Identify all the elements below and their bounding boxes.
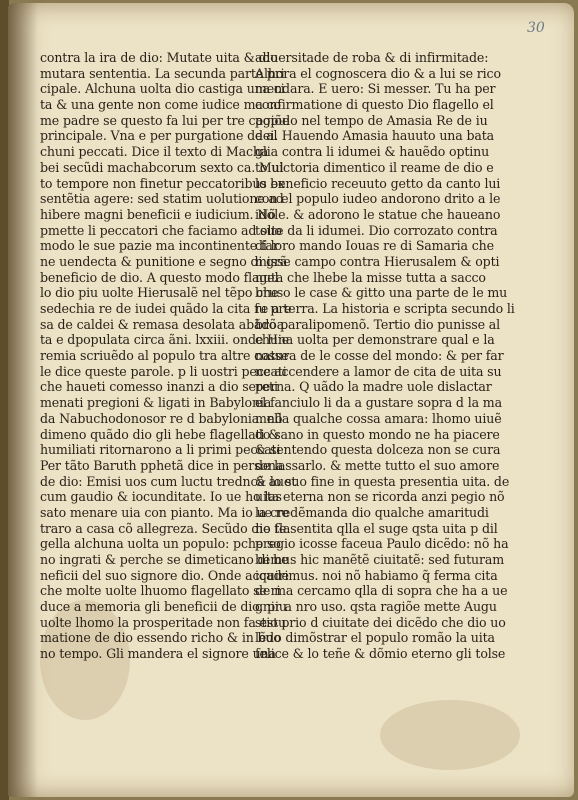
text-line: re a terra. La historia e scripta secundo li <box>255 301 515 316</box>
left-text-column <box>40 50 297 662</box>
text-line: natura de le cosse del mondo: & per far <box>255 348 504 364</box>
text-line: cipale. Alchuna uolta dio castiga una ci <box>40 81 285 97</box>
text-line: misse campo contra Hierusalem & opti <box>255 253 500 269</box>
text-line: bei secũdi machabcorum sexto ca. Mul <box>40 159 284 175</box>
text-line: da Nabuchodonosor re d babylonia. nõ <box>40 410 283 426</box>
text-line: el fanciulo li da a gustare sopra d la ma <box>255 395 502 411</box>
text-line: do sano in questo mondo ne ha piacere <box>255 426 500 442</box>
text-line: chuni peccati. Dice il texto di Macha <box>40 144 269 160</box>
text-line: mendara. E uero: Si messer. Tu ha per <box>255 81 496 97</box>
text-line: cum gaudio & iocunditate. Io ue ho las <box>40 489 282 505</box>
text-line: sato menare uia con pianto. Ma io ue re <box>40 504 289 520</box>
text-line: populo nel tempo de Amasia Re de iu <box>255 112 488 128</box>
text-line: ne uendecta & punitione e segno di grã <box>40 253 288 269</box>
text-line: la credẽmanda dio qualche amaritudi <box>255 504 489 520</box>
text-line: perna. Q uãdo la madre uole dislactar <box>255 379 492 395</box>
text-line: to tempore non finetur peccatoribus ex <box>40 175 285 191</box>
text-line: & sentendo questa dolceza non se cura <box>255 442 501 458</box>
text-line: felice & lo teñe & dõmio eterno gli tolse <box>255 646 506 662</box>
text-line: bemus hic manẽtẽ ciuitatẽ: sed futuram <box>255 552 505 567</box>
text-line: idole. & adorono le statue che haueano <box>255 206 501 222</box>
text-line: ta e dpopulata circa ãni. lxxiii. onde Hie <box>40 332 290 348</box>
text-line: matione de dio essendo richo & in buo <box>40 630 281 646</box>
text-line: de dio: Emisi uos cum luctu tredncã auet <box>40 473 297 489</box>
text-line: pmette li peccatori che faciamo ad suo <box>40 222 282 238</box>
text-line: traro a casa cõ allegreza. Secũdo dio fla <box>40 520 291 536</box>
text-line: che haueti comesso inanzi a dio sereti <box>40 379 278 395</box>
text-line: Per tãto Baruth pphetã dice in persona <box>40 457 284 473</box>
text-line: remia scriuẽdo al populo tra altre cosse <box>40 348 289 364</box>
text-line: chuna uolta per demonstrare qual e la <box>255 332 495 348</box>
folio-number: 30 <box>527 20 545 36</box>
text-line: me padre se questo fa lui per tre cagiõe <box>40 112 290 128</box>
gutter-shadow <box>8 3 38 797</box>
text-line: di loro mando Iouas re di Samaria che <box>255 238 494 254</box>
text-line: tolte da li idumei. Dio corrozato contra <box>255 222 498 238</box>
text-line: duce a memoria gli beneficii de dio. piu <box>40 599 287 615</box>
text-line: iquirimus. noi nõ habiamo q̃ ferma cita <box>255 567 498 583</box>
text-line: beneficio de dio. A questo modo flagel <box>40 269 279 285</box>
text-line: uita eterna non se ricorda anzi pegio nõ <box>255 489 505 505</box>
right-text-column <box>255 50 515 662</box>
text-line: & lo suo fine in questa presentia uita. de <box>255 473 510 489</box>
text-line: no ingrati & perche se dimeticano di be <box>40 552 289 567</box>
text-line: le dice queste parole. p li uostri peccati <box>40 363 287 379</box>
text-line: bro paralipomenõ. Tertio dio punisse al <box>255 316 500 332</box>
text-line: Alhora el cognoscera dio & a lui se rico <box>255 65 501 81</box>
text-line: lo beneficio receuuto getto da canto lui <box>255 175 501 191</box>
text-line: neficii del suo signore dio. Onde accade <box>40 567 289 583</box>
text-line: ne te sentita qlla el suge qsta uita p dil <box>255 520 498 536</box>
text-line: ne accendere a lamor de cita de uita su <box>255 363 502 379</box>
text-line: contra la ira de dio: Mutate uita & dio <box>40 50 278 65</box>
paper-stain <box>380 700 520 770</box>
text-line: de lassarlo. & mette tutto el suo amore <box>255 457 500 473</box>
text-line: bruso le case & gitto una parte de le mu <box>255 285 508 301</box>
text-line: sedechia re de iudei quãdo la cita fu pre <box>40 301 292 316</box>
text-line: con el populo iudeo andorono drito a le <box>255 191 501 207</box>
text-line: pregio icosse faceua Paulo dicẽdo: nõ ha <box>255 536 509 552</box>
text-line: sa de caldei & remasa desolata abãdõa <box>40 316 285 332</box>
text-line: dimeno quãdo dio gli hebe flagellati & <box>40 426 280 442</box>
text-line: to uictoria dimentico il reame de dio e <box>255 159 494 175</box>
text-line: lo dio piu uolte Hierusalẽ nel tẽpo che <box>40 285 279 301</box>
text-line: che molte uolte lhuomo flagellato se ri <box>40 583 281 599</box>
text-line: dei. Hauendo Amasia hauuto una bata <box>255 128 495 144</box>
text-line: mella qualche cossa amara: lhomo uiuẽ <box>255 410 502 426</box>
text-line: modo le sue pazie ma incontinente far <box>40 238 279 254</box>
text-line: uolte lhomo la prosperitade non fa estu <box>40 614 287 630</box>
text-line: ta & una gente non come iudice ma co <box>40 97 281 113</box>
text-line: mutara sententia. La secunda parte pri <box>40 65 285 81</box>
text-line: aduersitade de roba & di infirmitade: <box>255 50 489 65</box>
text-line: gella alchuna uolta un populo: pche so <box>40 536 281 552</box>
text-line: hibere magni beneficii e iudicium. Nõ <box>40 206 276 222</box>
text-line: humiliati ritornarono a li primi peccati <box>40 442 281 458</box>
text-line: nuta che lhebe la misse tutta a sacco <box>255 269 486 285</box>
text-line: menati pregioni & ligati in Babylonia <box>40 395 272 411</box>
text-line: sentẽtia agere: sed statim uolutione ad <box>40 191 284 207</box>
text-line: de ma cercamo qlla di sopra che ha a ue <box>255 583 508 599</box>
text-line: confirmatione di questo Dio flagello el <box>255 97 494 113</box>
text-line: stio prio d ciuitate dei dicẽdo che dio uo <box>255 614 506 630</box>
text-line: principale. Vna e per purgatione de al <box>40 128 278 144</box>
text-line: lẽdo dimõstrar el populo romão la uita <box>255 630 495 646</box>
text-line: glia contra li idumei & hauẽdo optinu <box>255 144 490 160</box>
text-line: gnir a nro uso. qsta ragiõe mette Augu <box>255 599 497 615</box>
text-line: no tempo. Gli mandera el signore una <box>40 646 276 662</box>
